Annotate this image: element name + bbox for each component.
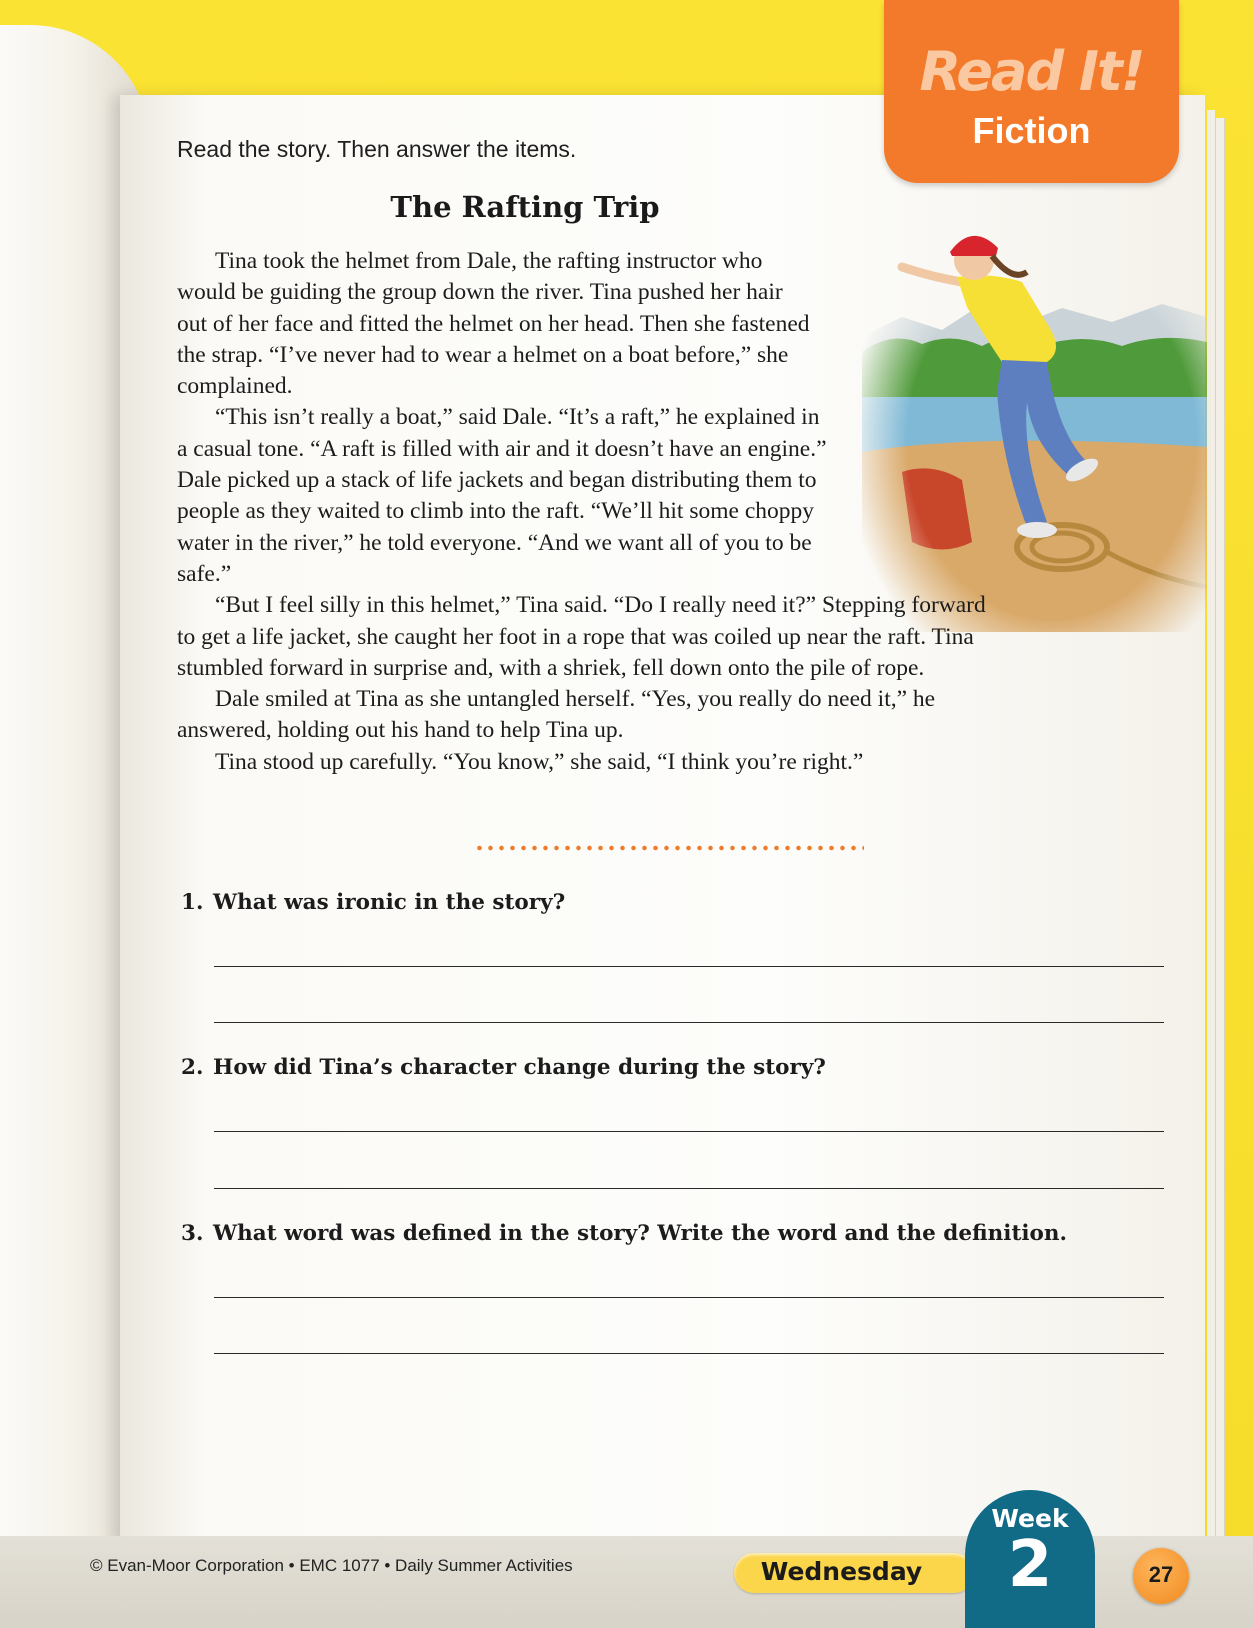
answer-line[interactable] xyxy=(214,1022,1164,1023)
week-badge xyxy=(965,1490,1095,1628)
section-genre: Fiction xyxy=(972,110,1091,151)
instructions: Read the story. Then answer the items. xyxy=(177,136,577,162)
answer-line[interactable] xyxy=(214,966,1164,967)
answer-line[interactable] xyxy=(214,1297,1164,1298)
copyright-line: © Evan-Moor Corporation • EMC 1077 • Daily Summer Activities xyxy=(90,1556,573,1575)
week-label: Week xyxy=(991,1504,1069,1533)
story-paragraph: Tina stood up carefully. “You know,” she said, “I think you’re right.” xyxy=(215,748,864,775)
week-number: 2 xyxy=(1007,1528,1053,1602)
question-number: 3. xyxy=(181,1221,204,1246)
section-tab xyxy=(884,0,1179,183)
page-edge xyxy=(1216,118,1225,1548)
story-paragraph: Dale smiled at Tina as she untangled herself. “Yes, you really do need it,” he answered, holding out his hand to help Tina up. xyxy=(177,686,936,744)
story-title: The Rafting Trip xyxy=(390,190,660,224)
day-label: Wednesday xyxy=(760,1557,923,1586)
story-paragraph: Tina took the helmet from Dale, the rafting instructor who would be guiding the group down the river. Tina pushed her hair out of her face and fitted the helmet on her head. Then she fastened the strap. “I’ve never had to wear a helmet on a boat before,” she complained. xyxy=(177,248,810,400)
story-body xyxy=(177,246,1027,778)
story-paragraph: “But I feel silly in this helmet,” Tina said. “Do I really need it?” Stepping forward to get a life jacket, she caught her foot in a rope that was coiled up near the raft. Tina stumbled forward in surprise and, with a shriek, fell down onto the pile of rope. xyxy=(177,592,986,681)
answer-line[interactable] xyxy=(214,1353,1164,1354)
day-badge xyxy=(734,1553,974,1593)
question-1 xyxy=(181,890,565,915)
question-number: 2. xyxy=(181,1055,204,1080)
story-paragraph: “This isn’t really a boat,” said Dale. “It’s a raft,” he explained in a casual tone. “A raft is filled with air and it doesn’t have an engine.” Dale picked up a stack of life jackets and began distributing them to people as they waited to climb into the raft. “We’ll hit some choppy water in the river,” he told everyone. “And we want all of you to be safe.” xyxy=(177,404,827,587)
question-text: What word was defined in the story? Write the word and the definition. xyxy=(213,1221,1068,1246)
dotted-divider xyxy=(474,845,864,851)
section-title: Read It! xyxy=(919,40,1144,103)
question-2 xyxy=(181,1055,826,1080)
answer-line[interactable] xyxy=(214,1188,1164,1189)
page-number: 27 xyxy=(1148,1562,1174,1587)
page-number-badge xyxy=(1133,1548,1189,1604)
answer-line[interactable] xyxy=(214,1131,1164,1132)
question-3 xyxy=(181,1221,1067,1246)
page-edge xyxy=(1207,110,1216,1540)
question-text: How did Tina’s character change during the story? xyxy=(213,1055,826,1080)
question-text: What was ironic in the story? xyxy=(213,890,566,915)
question-number: 1. xyxy=(181,890,204,915)
